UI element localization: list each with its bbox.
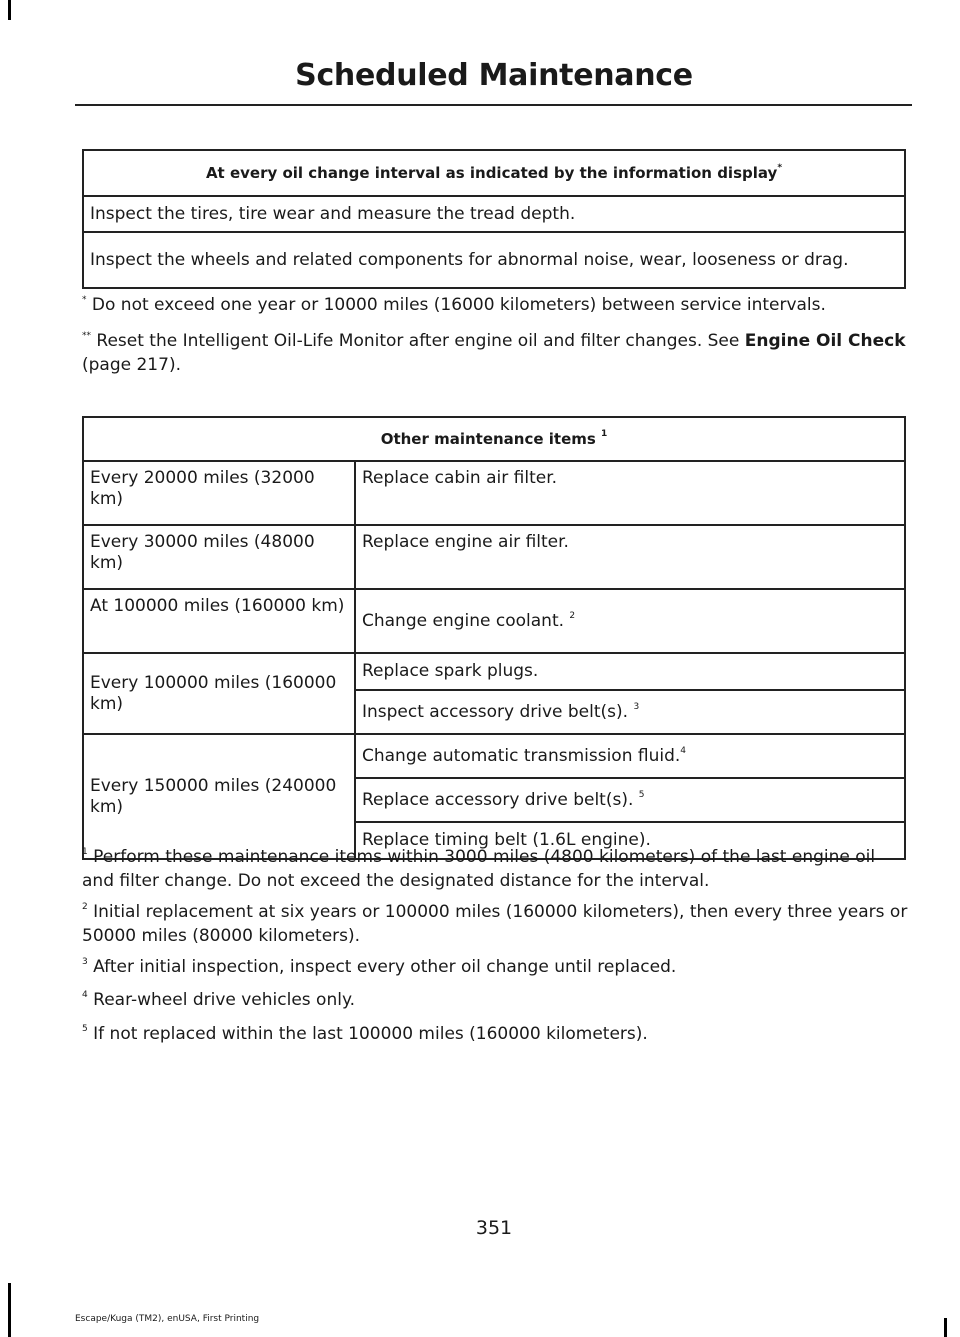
item-text: Replace timing belt (1.6L engine). [362,830,651,850]
table-row: Inspect the tires, tire wear and measure the tread depth. [83,196,905,232]
item-text: Replace engine air filter. [362,532,569,552]
item-cell [355,653,905,690]
item-cell [355,734,905,778]
interval-cell: Every 100000 miles (160000 km) [83,653,355,734]
footnote-text: After initial inspection, inspect every other oil change until replaced. [93,957,677,977]
footnote-sup: 1 [82,847,88,857]
item-cell [355,589,905,653]
note-page-ref: (page 217). [82,355,181,375]
footnote-1 [82,845,908,893]
document-info: Escape/Kuga (TM2), enUSA, First Printing [75,1314,260,1324]
footnote-ref: 3 [633,701,640,712]
crop-mark-top-left [8,0,11,20]
note-text: Do not exceed one year or 10000 miles (16000 kilometers) between service intervals. [91,295,826,315]
header-text: At every oil change interval as indicated by the information display [205,163,778,182]
table-header [83,417,905,461]
interval-cell: Every 30000 miles (48000 km) [83,525,355,589]
footnote-ref: 2 [569,610,576,621]
footnote-4 [82,988,908,1012]
engine-oil-check-link[interactable]: Engine Oil Check [744,331,906,351]
page-number: 351 [475,1217,513,1239]
item-text: Change engine coolant. [362,610,565,631]
footnote-ref: 4 [680,745,687,756]
interval-cell: Every 150000 miles (240000 km) [83,734,355,859]
footnote-sup: 2 [82,902,88,912]
crop-mark-bottom-right [944,1318,947,1337]
item-text: Replace accessory drive belt(s). [362,789,634,810]
footnote-sup: 3 [82,957,88,967]
footnote-sup: 5 [82,1024,88,1034]
item-cell [355,690,905,734]
note-text: Reset the Intelligent Oil-Life Monitor after engine oil and filter changes. See [96,331,745,351]
note-single-star [82,293,908,317]
note-sup: * [82,295,87,305]
interval-cell: At 100000 miles (160000 km) [83,589,355,653]
item-text: Replace cabin air filter. [362,468,558,488]
note-double-star [82,329,908,377]
footnote-2 [82,900,908,948]
page-title: Scheduled Maintenance [295,58,693,93]
item-text: Inspect accessory drive belt(s). [362,701,629,722]
oil-change-interval-table [82,149,906,289]
header-sup: 1 [601,428,608,439]
note-sup: ** [82,331,91,341]
header-text: Other maintenance items [380,429,596,448]
item-cell [355,778,905,822]
item-cell [355,525,905,589]
footnote-sup: 4 [82,990,88,1000]
footnote-text: If not replaced within the last 100000 miles (160000 kilometers). [93,1024,648,1044]
footnote-text: Perform these maintenance items within 3000 miles (4800 kilometers) of the last engine oil and filter change. Do not exceed the designated distance for the interval. [82,847,876,891]
crop-mark-bottom-left [8,1283,11,1337]
footnote-3 [82,955,908,979]
table-header [83,150,905,196]
title-rule [75,104,912,106]
footnote-5 [82,1022,908,1046]
footnote-ref: 5 [638,789,645,800]
interval-cell: Every 20000 miles (32000 km) [83,461,355,525]
item-text: Replace spark plugs. [362,661,539,681]
footnote-text: Initial replacement at six years or 100000 miles (160000 kilometers), then every three years or 50000 miles (80000 kilometers). [82,902,908,946]
item-cell [355,461,905,525]
other-maintenance-table [82,416,906,860]
table-row: Inspect the wheels and related components for abnormal noise, wear, looseness or drag. [83,232,905,288]
item-text: Change automatic transmission fluid. [362,745,681,766]
header-sup: * [777,162,783,173]
footnote-text: Rear-wheel drive vehicles only. [93,990,355,1010]
